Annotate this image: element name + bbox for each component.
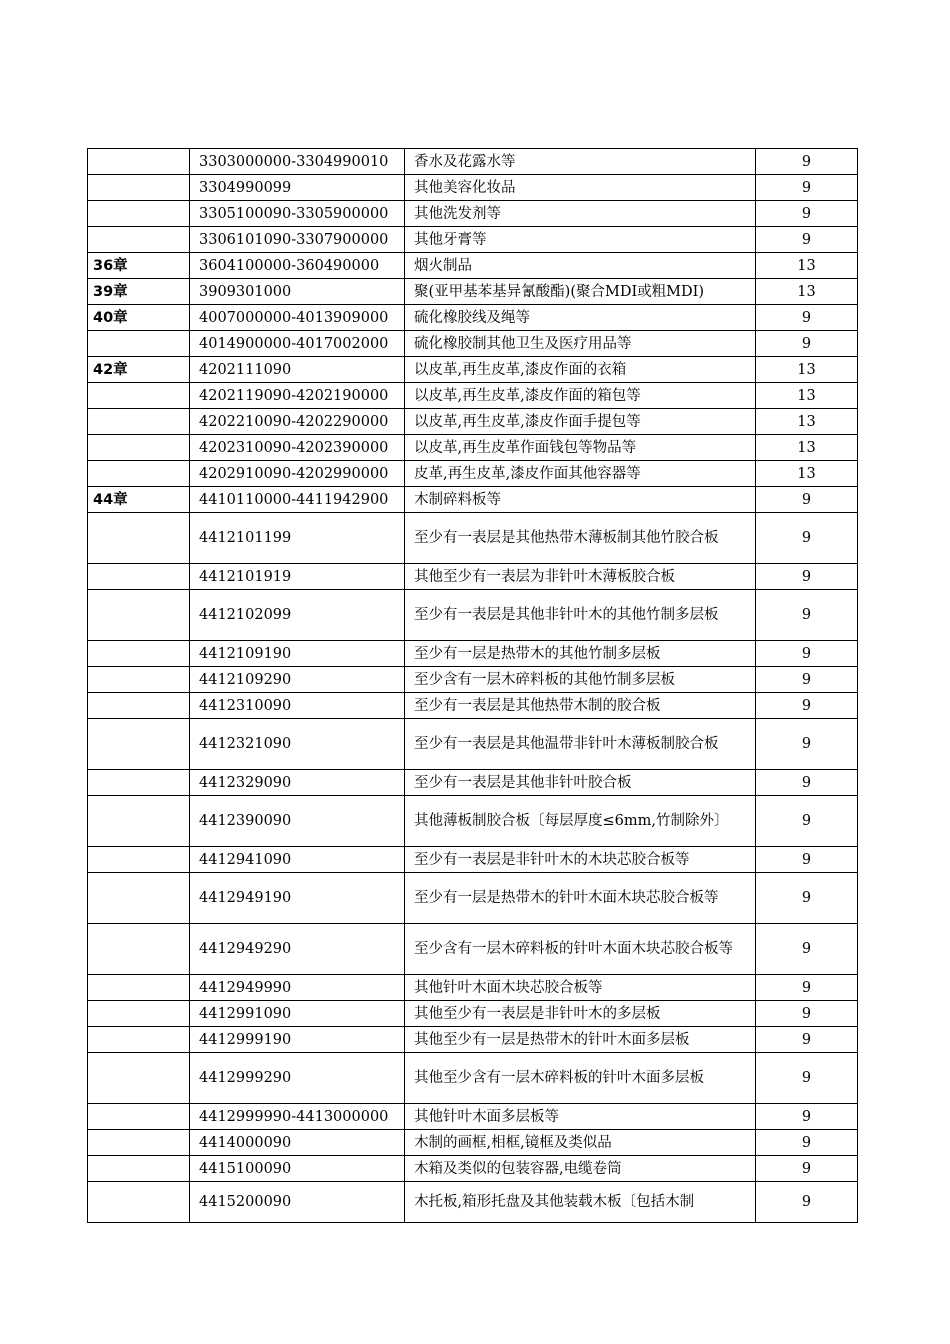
table-row: [88, 1001, 858, 1027]
description-cell: 硫化橡胶制其他卫生及医疗用品等: [405, 331, 756, 357]
description-cell: 至少含有一层木碎料板的针叶木面木块芯胶合板等: [405, 924, 756, 975]
rebate-rate-cell: 9: [756, 1053, 858, 1104]
table-row: [88, 305, 858, 331]
rebate-rate-cell: 9: [756, 564, 858, 590]
hs-code-cell: 4412991090: [190, 1001, 405, 1027]
description-cell: 至少有一表层是其他非针叶胶合板: [405, 770, 756, 796]
table-row: [88, 641, 858, 667]
hs-code-cell: 4202111090: [190, 357, 405, 383]
table-row: [88, 796, 858, 847]
rebate-rate-cell: 9: [756, 847, 858, 873]
table-row: [88, 564, 858, 590]
hs-code-cell: 4412310090: [190, 693, 405, 719]
tariff-rate-table: [87, 148, 858, 1223]
chapter-cell: [88, 1001, 190, 1027]
table-row: [88, 667, 858, 693]
description-cell: 聚(亚甲基苯基异氰酸酯)(聚合MDI或粗MDI): [405, 279, 756, 305]
description-cell: 至少含有一层木碎料板的其他竹制多层板: [405, 667, 756, 693]
chapter-cell: [88, 641, 190, 667]
rebate-rate-cell: 13: [756, 409, 858, 435]
table-row: [88, 770, 858, 796]
description-cell: 木制的画框,相框,镜框及类似品: [405, 1130, 756, 1156]
chapter-cell: [88, 1104, 190, 1130]
table-row: [88, 435, 858, 461]
description-cell: 以皮革,再生皮革作面钱包等物品等: [405, 435, 756, 461]
description-cell: 至少有一层是热带木的其他竹制多层板: [405, 641, 756, 667]
hs-code-cell: 3306101090-3307900000: [190, 227, 405, 253]
hs-code-cell: 4014900000-4017002000: [190, 331, 405, 357]
chapter-cell: [88, 590, 190, 641]
rebate-rate-cell: 9: [756, 641, 858, 667]
description-cell: 木箱及类似的包装容器,电缆卷筒: [405, 1156, 756, 1182]
chapter-cell: [88, 1053, 190, 1104]
chapter-cell: [88, 770, 190, 796]
chapter-cell: [88, 564, 190, 590]
rebate-rate-cell: 9: [756, 770, 858, 796]
hs-code-cell: 4412999290: [190, 1053, 405, 1104]
chapter-cell: [88, 719, 190, 770]
chapter-cell: [88, 383, 190, 409]
table-row: [88, 487, 858, 513]
description-cell: 其他针叶木面木块芯胶合板等: [405, 975, 756, 1001]
rebate-rate-cell: 9: [756, 175, 858, 201]
rebate-rate-cell: 13: [756, 461, 858, 487]
rebate-rate-cell: 9: [756, 1182, 858, 1223]
table-row: [88, 201, 858, 227]
description-cell: 皮革,再生皮革,漆皮作面其他容器等: [405, 461, 756, 487]
hs-code-cell: 4412321090: [190, 719, 405, 770]
table-row: [88, 847, 858, 873]
rebate-rate-cell: 9: [756, 331, 858, 357]
table-row: [88, 590, 858, 641]
chapter-cell: [88, 175, 190, 201]
table-row: [88, 1182, 858, 1223]
description-cell: 至少有一表层是非针叶木的木块芯胶合板等: [405, 847, 756, 873]
hs-code-cell: 4415100090: [190, 1156, 405, 1182]
hs-code-cell: 4415200090: [190, 1182, 405, 1223]
rebate-rate-cell: 13: [756, 279, 858, 305]
chapter-cell: [88, 227, 190, 253]
chapter-cell: [88, 975, 190, 1001]
description-cell: 木托板,箱形托盘及其他装载木板〔包括木制: [405, 1182, 756, 1223]
description-cell: 其他牙膏等: [405, 227, 756, 253]
rebate-rate-cell: 9: [756, 149, 858, 175]
table-row: [88, 693, 858, 719]
chapter-cell: 40章: [88, 305, 190, 331]
rebate-rate-cell: 9: [756, 590, 858, 641]
hs-code-cell: 4202210090-4202290000: [190, 409, 405, 435]
description-cell: 其他至少有一表层为非针叶木薄板胶合板: [405, 564, 756, 590]
table-body: [88, 149, 858, 1223]
hs-code-cell: 4412101199: [190, 513, 405, 564]
rebate-rate-cell: 13: [756, 357, 858, 383]
chapter-cell: [88, 409, 190, 435]
rebate-rate-cell: 9: [756, 693, 858, 719]
description-cell: 至少有一表层是其他热带木薄板制其他竹胶合板: [405, 513, 756, 564]
chapter-cell: [88, 461, 190, 487]
hs-code-cell: 4202910090-4202990000: [190, 461, 405, 487]
description-cell: 以皮革,再生皮革,漆皮作面的衣箱: [405, 357, 756, 383]
description-cell: 以皮革,再生皮革,漆皮作面的箱包等: [405, 383, 756, 409]
rebate-rate-cell: 9: [756, 1130, 858, 1156]
hs-code-cell: 4202119090-4202190000: [190, 383, 405, 409]
chapter-cell: [88, 331, 190, 357]
table-row: [88, 461, 858, 487]
hs-code-cell: 3604100000-360490000: [190, 253, 405, 279]
description-cell: 香水及花露水等: [405, 149, 756, 175]
chapter-cell: [88, 1156, 190, 1182]
chapter-cell: [88, 873, 190, 924]
table-row: [88, 279, 858, 305]
hs-code-cell: 4412109190: [190, 641, 405, 667]
table-row: [88, 1156, 858, 1182]
table-row: [88, 357, 858, 383]
description-cell: 至少有一层是热带木的针叶木面木块芯胶合板等: [405, 873, 756, 924]
description-cell: 烟火制品: [405, 253, 756, 279]
chapter-cell: 44章: [88, 487, 190, 513]
chapter-cell: [88, 693, 190, 719]
table-row: [88, 1130, 858, 1156]
table-row: [88, 1027, 858, 1053]
hs-code-cell: 4412329090: [190, 770, 405, 796]
table-row: [88, 331, 858, 357]
hs-code-cell: 4412999190: [190, 1027, 405, 1053]
hs-code-cell: 3305100090-3305900000: [190, 201, 405, 227]
hs-code-cell: 4202310090-4202390000: [190, 435, 405, 461]
hs-code-cell: 3303000000-3304990010: [190, 149, 405, 175]
hs-code-cell: 4412101919: [190, 564, 405, 590]
hs-code-cell: 3909301000: [190, 279, 405, 305]
description-cell: 至少有一表层是其他非针叶木的其他竹制多层板: [405, 590, 756, 641]
chapter-cell: [88, 435, 190, 461]
rebate-rate-cell: 9: [756, 201, 858, 227]
rebate-rate-cell: 13: [756, 435, 858, 461]
hs-code-cell: 4412949990: [190, 975, 405, 1001]
rebate-rate-cell: 9: [756, 667, 858, 693]
chapter-cell: [88, 847, 190, 873]
table-row: [88, 383, 858, 409]
description-cell: 木制碎料板等: [405, 487, 756, 513]
table-row: [88, 409, 858, 435]
table-row: [88, 719, 858, 770]
chapter-cell: 39章: [88, 279, 190, 305]
chapter-cell: [88, 149, 190, 175]
table-row: [88, 227, 858, 253]
hs-code-cell: 4410110000-4411942900: [190, 487, 405, 513]
rebate-rate-cell: 9: [756, 1027, 858, 1053]
hs-code-cell: 4412390090: [190, 796, 405, 847]
chapter-cell: 42章: [88, 357, 190, 383]
rebate-rate-cell: 9: [756, 487, 858, 513]
hs-code-cell: 4414000090: [190, 1130, 405, 1156]
rebate-rate-cell: 9: [756, 227, 858, 253]
hs-code-cell: 4412941090: [190, 847, 405, 873]
hs-code-cell: 4007000000-4013909000: [190, 305, 405, 331]
hs-code-cell: 4412999990-4413000000: [190, 1104, 405, 1130]
table-row: [88, 1053, 858, 1104]
description-cell: 至少有一表层是其他热带木制的胶合板: [405, 693, 756, 719]
table-row: [88, 975, 858, 1001]
table-row: [88, 924, 858, 975]
table-row: [88, 253, 858, 279]
chapter-cell: [88, 1027, 190, 1053]
rebate-rate-cell: 9: [756, 924, 858, 975]
description-cell: 其他至少有一表层是非针叶木的多层板: [405, 1001, 756, 1027]
description-cell: 其他至少含有一层木碎料板的针叶木面多层板: [405, 1053, 756, 1104]
table-row: [88, 513, 858, 564]
rebate-rate-cell: 13: [756, 253, 858, 279]
table-row: [88, 175, 858, 201]
chapter-cell: [88, 1182, 190, 1223]
rebate-rate-cell: 9: [756, 796, 858, 847]
rebate-rate-cell: 9: [756, 1156, 858, 1182]
table-row: [88, 149, 858, 175]
rebate-rate-cell: 9: [756, 1104, 858, 1130]
chapter-cell: [88, 667, 190, 693]
hs-code-cell: 4412109290: [190, 667, 405, 693]
hs-code-cell: 3304990099: [190, 175, 405, 201]
chapter-cell: [88, 201, 190, 227]
rebate-rate-cell: 9: [756, 305, 858, 331]
rebate-rate-cell: 9: [756, 513, 858, 564]
hs-code-cell: 4412949290: [190, 924, 405, 975]
rebate-rate-cell: 9: [756, 719, 858, 770]
description-cell: 硫化橡胶线及绳等: [405, 305, 756, 331]
rebate-rate-cell: 9: [756, 975, 858, 1001]
description-cell: 其他洗发剂等: [405, 201, 756, 227]
hs-code-cell: 4412949190: [190, 873, 405, 924]
description-cell: 至少有一表层是其他温带非针叶木薄板制胶合板: [405, 719, 756, 770]
rebate-rate-cell: 13: [756, 383, 858, 409]
description-cell: 以皮革,再生皮革,漆皮作面手提包等: [405, 409, 756, 435]
chapter-cell: [88, 924, 190, 975]
chapter-cell: [88, 513, 190, 564]
chapter-cell: 36章: [88, 253, 190, 279]
description-cell: 其他针叶木面多层板等: [405, 1104, 756, 1130]
chapter-cell: [88, 1130, 190, 1156]
chapter-cell: [88, 796, 190, 847]
rebate-rate-cell: 9: [756, 1001, 858, 1027]
hs-code-cell: 4412102099: [190, 590, 405, 641]
description-cell: 其他美容化妆品: [405, 175, 756, 201]
table-row: [88, 873, 858, 924]
description-cell: 其他薄板制胶合板〔每层厚度≤6mm,竹制除外〕: [405, 796, 756, 847]
description-cell: 其他至少有一层是热带木的针叶木面多层板: [405, 1027, 756, 1053]
rebate-rate-cell: 9: [756, 873, 858, 924]
table-row: [88, 1104, 858, 1130]
